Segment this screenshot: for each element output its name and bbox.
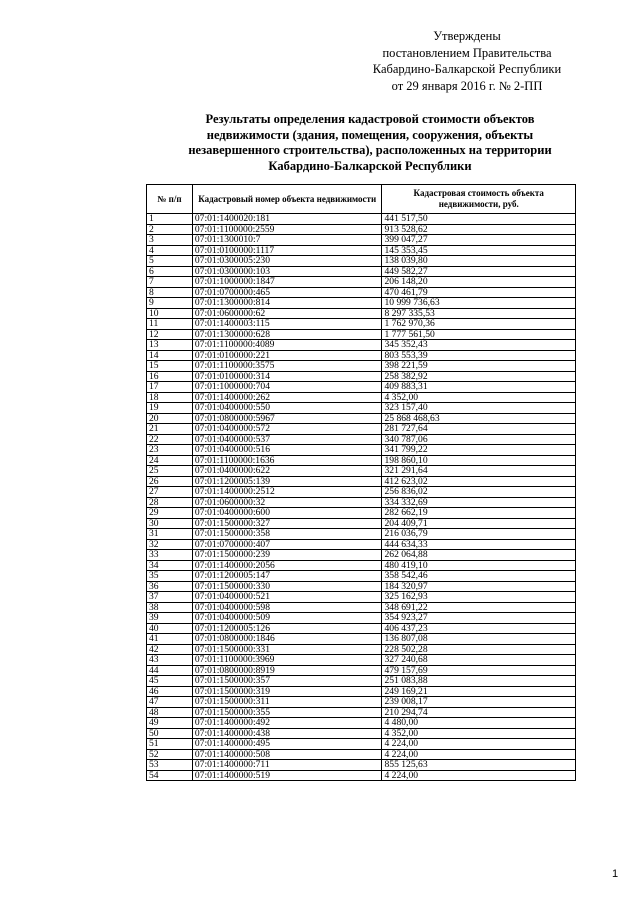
cadastral-value: 412 623,02 (382, 476, 576, 487)
cadastral-number: 07:01:1400020:181 (192, 214, 382, 225)
cadastral-value: 251 083,88 (382, 676, 576, 687)
table-row (147, 697, 576, 708)
cadastral-number: 07:01:1000000:1847 (192, 277, 382, 288)
cadastral-value: 4 352,00 (382, 728, 576, 739)
cadastral-number: 07:01:1100000:3969 (192, 655, 382, 666)
row-index: 35 (147, 571, 193, 582)
row-index: 15 (147, 361, 193, 372)
row-index: 6 (147, 266, 193, 277)
table-row (147, 329, 576, 340)
row-index: 19 (147, 403, 193, 414)
table-row (147, 403, 576, 414)
cadastral-number: 07:01:1100000:2559 (192, 224, 382, 235)
row-index: 9 (147, 298, 193, 309)
title-line: Результаты определения кадастровой стоимости объектов (205, 112, 535, 126)
row-index: 54 (147, 770, 193, 781)
cadastral-number: 07:01:1500000:330 (192, 581, 382, 592)
row-index: 20 (147, 413, 193, 424)
table-row (147, 623, 576, 634)
cadastral-value: 334 332,69 (382, 497, 576, 508)
table-row (147, 497, 576, 508)
row-index: 23 (147, 445, 193, 456)
row-index: 7 (147, 277, 193, 288)
cadastral-number: 07:01:0600000:32 (192, 497, 382, 508)
table-row (147, 287, 576, 298)
cadastral-value: 4 224,00 (382, 739, 576, 750)
row-index: 27 (147, 487, 193, 498)
cadastral-number: 07:01:1400000:711 (192, 760, 382, 771)
cadastral-number: 07:01:0400000:598 (192, 602, 382, 613)
cadastral-table (146, 184, 576, 781)
table-row (147, 266, 576, 277)
cadastral-number: 07:01:1400000:492 (192, 718, 382, 729)
row-index: 22 (147, 434, 193, 445)
table-row (147, 245, 576, 256)
table-row (147, 529, 576, 540)
cadastral-number: 07:01:1500000:327 (192, 518, 382, 529)
cadastral-number: 07:01:1100000:4089 (192, 340, 382, 351)
table-row (147, 424, 576, 435)
cadastral-number: 07:01:0400000:572 (192, 424, 382, 435)
cadastral-value: 341 799,22 (382, 445, 576, 456)
table-row (147, 298, 576, 309)
table-row (147, 224, 576, 235)
cadastral-number: 07:01:1300000:628 (192, 329, 382, 340)
row-index: 25 (147, 466, 193, 477)
row-index: 42 (147, 644, 193, 655)
cadastral-value: 239 008,17 (382, 697, 576, 708)
cadastral-number: 07:01:1400000:2512 (192, 487, 382, 498)
cadastral-number: 07:01:1500000:319 (192, 686, 382, 697)
row-index: 53 (147, 760, 193, 771)
row-index: 29 (147, 508, 193, 519)
table-row (147, 739, 576, 750)
cadastral-number: 07:01:0400000:622 (192, 466, 382, 477)
row-index: 46 (147, 686, 193, 697)
table-row (147, 340, 576, 351)
table-row (147, 214, 576, 225)
table-row (147, 350, 576, 361)
row-index: 47 (147, 697, 193, 708)
cadastral-value: 25 868 468,63 (382, 413, 576, 424)
cadastral-number: 07:01:1400000:438 (192, 728, 382, 739)
cadastral-number: 07:01:1500000:355 (192, 707, 382, 718)
cadastral-number: 07:01:1400000:495 (192, 739, 382, 750)
row-index: 48 (147, 707, 193, 718)
table-row (147, 655, 576, 666)
cadastral-value: 325 162,93 (382, 592, 576, 603)
cadastral-value: 479 157,69 (382, 665, 576, 676)
cadastral-value: 409 883,31 (382, 382, 576, 393)
table-row (147, 760, 576, 771)
row-index: 8 (147, 287, 193, 298)
table-row (147, 392, 576, 403)
table-row (147, 550, 576, 561)
row-index: 37 (147, 592, 193, 603)
cadastral-number: 07:01:0400000:550 (192, 403, 382, 414)
cadastral-number: 07:01:0300000:103 (192, 266, 382, 277)
cadastral-value: 354 923,27 (382, 613, 576, 624)
cadastral-value: 323 157,40 (382, 403, 576, 414)
row-index: 30 (147, 518, 193, 529)
cadastral-value: 399 047,27 (382, 235, 576, 246)
cadastral-number: 07:01:1500000:239 (192, 550, 382, 561)
cadastral-value: 470 461,79 (382, 287, 576, 298)
row-index: 34 (147, 560, 193, 571)
table-row (147, 581, 576, 592)
cadastral-number: 07:01:0100000:1117 (192, 245, 382, 256)
row-index: 49 (147, 718, 193, 729)
cadastral-value: 321 291,64 (382, 466, 576, 477)
table-row (147, 277, 576, 288)
cadastral-value: 262 064,88 (382, 550, 576, 561)
row-index: 21 (147, 424, 193, 435)
row-index: 17 (147, 382, 193, 393)
cadastral-value: 282 662,19 (382, 508, 576, 519)
table-row (147, 466, 576, 477)
table-row (147, 319, 576, 330)
table-row (147, 749, 576, 760)
row-index: 10 (147, 308, 193, 319)
page-number: 1 (612, 868, 619, 880)
cadastral-value: 258 382,92 (382, 371, 576, 382)
cadastral-value: 256 836,02 (382, 487, 576, 498)
row-index: 1 (147, 214, 193, 225)
cadastral-value: 480 419,10 (382, 560, 576, 571)
title-line: незавершенного строительства), расположенных на территории (188, 143, 552, 157)
cadastral-number: 07:01:0800000:1846 (192, 634, 382, 645)
table-row (147, 676, 576, 687)
approval-line: Утверждены (433, 29, 501, 43)
row-index: 12 (147, 329, 193, 340)
approval-line: постановлением Правительства (382, 45, 552, 60)
cadastral-value: 145 353,45 (382, 245, 576, 256)
cadastral-value: 327 240,68 (382, 655, 576, 666)
cadastral-number: 07:01:1300000:814 (192, 298, 382, 309)
cadastral-value: 216 036,79 (382, 529, 576, 540)
cadastral-number: 07:01:0300005:230 (192, 256, 382, 267)
row-index: 24 (147, 455, 193, 466)
cadastral-number: 07:01:0400000:509 (192, 613, 382, 624)
table-row (147, 613, 576, 624)
row-index: 14 (147, 350, 193, 361)
row-index: 31 (147, 529, 193, 540)
cadastral-value: 204 409,71 (382, 518, 576, 529)
cadastral-value: 398 221,59 (382, 361, 576, 372)
cadastral-value: 4 224,00 (382, 749, 576, 760)
table-row (147, 434, 576, 445)
table-row (147, 539, 576, 550)
cadastral-value: 10 999 736,63 (382, 298, 576, 309)
row-index: 26 (147, 476, 193, 487)
cadastral-number: 07:01:0400000:600 (192, 508, 382, 519)
cadastral-number: 07:01:1100000:3575 (192, 361, 382, 372)
document-title (170, 112, 570, 174)
cadastral-number: 07:01:0800000:5967 (192, 413, 382, 424)
cadastral-value: 138 039,80 (382, 256, 576, 267)
row-index: 40 (147, 623, 193, 634)
cadastral-number: 07:01:0400000:516 (192, 445, 382, 456)
row-index: 3 (147, 235, 193, 246)
table-row (147, 235, 576, 246)
cadastral-number: 07:01:0100000:221 (192, 350, 382, 361)
cadastral-number: 07:01:0600000:62 (192, 308, 382, 319)
approval-line: от 29 января 2016 г. № 2-ПП (391, 78, 543, 93)
table-row (147, 571, 576, 582)
row-index: 28 (147, 497, 193, 508)
cadastral-value: 855 125,63 (382, 760, 576, 771)
title-line: Кабардино-Балкарской Республики (268, 158, 472, 173)
table-row (147, 560, 576, 571)
cadastral-value: 348 691,22 (382, 602, 576, 613)
cadastral-value: 340 787,06 (382, 434, 576, 445)
header-cadastral-value: Кадастровая стоимость объекта недвижимости, руб. (382, 185, 576, 214)
row-index: 52 (147, 749, 193, 760)
row-index: 45 (147, 676, 193, 687)
row-index: 44 (147, 665, 193, 676)
cadastral-number: 07:01:1400000:508 (192, 749, 382, 760)
cadastral-value: 184 320,97 (382, 581, 576, 592)
row-index: 43 (147, 655, 193, 666)
cadastral-number: 07:01:0700000:465 (192, 287, 382, 298)
cadastral-number: 07:01:1500000:357 (192, 676, 382, 687)
cadastral-number: 07:01:1400003:115 (192, 319, 382, 330)
table-row (147, 634, 576, 645)
cadastral-value: 136 807,08 (382, 634, 576, 645)
cadastral-number: 07:01:1200005:126 (192, 623, 382, 634)
cadastral-value: 803 553,39 (382, 350, 576, 361)
table-row (147, 445, 576, 456)
table-row (147, 665, 576, 676)
cadastral-value: 206 148,20 (382, 277, 576, 288)
cadastral-number: 07:01:0100000:314 (192, 371, 382, 382)
table-body (147, 214, 576, 781)
row-index: 41 (147, 634, 193, 645)
cadastral-value: 281 727,64 (382, 424, 576, 435)
cadastral-value: 1 762 970,36 (382, 319, 576, 330)
cadastral-value: 8 297 335,53 (382, 308, 576, 319)
table-row (147, 718, 576, 729)
row-index: 5 (147, 256, 193, 267)
table-row (147, 382, 576, 393)
table-row (147, 308, 576, 319)
table-row (147, 592, 576, 603)
cadastral-value: 4 352,00 (382, 392, 576, 403)
cadastral-value: 198 860,10 (382, 455, 576, 466)
row-index: 50 (147, 728, 193, 739)
approval-line: Кабардино-Балкарской Республики (372, 62, 562, 76)
header-cadastral-number: Кадастровый номер объекта недвижимости (192, 185, 382, 214)
row-index: 51 (147, 739, 193, 750)
row-index: 39 (147, 613, 193, 624)
header-index: № п/п (147, 185, 193, 214)
table-row (147, 455, 576, 466)
cadastral-value: 1 777 561,50 (382, 329, 576, 340)
table-row (147, 256, 576, 267)
table-row (147, 476, 576, 487)
row-index: 18 (147, 392, 193, 403)
table-row (147, 508, 576, 519)
title-line: недвижимости (здания, помещения, сооружения, объекты (206, 127, 534, 142)
cadastral-number: 07:01:1400000:262 (192, 392, 382, 403)
cadastral-number: 07:01:1400000:519 (192, 770, 382, 781)
table-row (147, 707, 576, 718)
table-row (147, 487, 576, 498)
table-row (147, 728, 576, 739)
cadastral-number: 07:01:1500000:311 (192, 697, 382, 708)
cadastral-value: 228 502,28 (382, 644, 576, 655)
table-row (147, 602, 576, 613)
cadastral-number: 07:01:1100000:1636 (192, 455, 382, 466)
row-index: 4 (147, 245, 193, 256)
cadastral-value: 249 169,21 (382, 686, 576, 697)
cadastral-value: 444 634,33 (382, 539, 576, 550)
cadastral-value: 449 582,27 (382, 266, 576, 277)
row-index: 38 (147, 602, 193, 613)
row-index: 13 (147, 340, 193, 351)
table-row (147, 644, 576, 655)
table-row (147, 686, 576, 697)
row-index: 16 (147, 371, 193, 382)
row-index: 33 (147, 550, 193, 561)
cadastral-value: 441 517,50 (382, 214, 576, 225)
row-index: 11 (147, 319, 193, 330)
cadastral-number: 07:01:1200005:147 (192, 571, 382, 582)
cadastral-value: 4 480,00 (382, 718, 576, 729)
cadastral-number: 07:01:1500000:331 (192, 644, 382, 655)
cadastral-value: 210 294,74 (382, 707, 576, 718)
cadastral-number: 07:01:0700000:407 (192, 539, 382, 550)
cadastral-value: 913 528,62 (382, 224, 576, 235)
cadastral-number: 07:01:1500000:358 (192, 529, 382, 540)
row-index: 32 (147, 539, 193, 550)
row-index: 2 (147, 224, 193, 235)
table-row (147, 413, 576, 424)
approval-block (317, 28, 577, 94)
cadastral-number: 07:01:0400000:537 (192, 434, 382, 445)
table-row (147, 371, 576, 382)
cadastral-number: 07:01:0400000:521 (192, 592, 382, 603)
table-row (147, 770, 576, 781)
cadastral-number: 07:01:1000000:704 (192, 382, 382, 393)
cadastral-value: 358 542,46 (382, 571, 576, 582)
cadastral-value: 345 352,43 (382, 340, 576, 351)
cadastral-value: 4 224,00 (382, 770, 576, 781)
table-header-row (147, 185, 576, 214)
cadastral-number: 07:01:1200005:139 (192, 476, 382, 487)
row-index: 36 (147, 581, 193, 592)
cadastral-value: 406 437,23 (382, 623, 576, 634)
table-row (147, 518, 576, 529)
table-row (147, 361, 576, 372)
cadastral-number: 07:01:1300010:7 (192, 235, 382, 246)
cadastral-number: 07:01:1400000:2056 (192, 560, 382, 571)
cadastral-number: 07:01:0800000:8919 (192, 665, 382, 676)
